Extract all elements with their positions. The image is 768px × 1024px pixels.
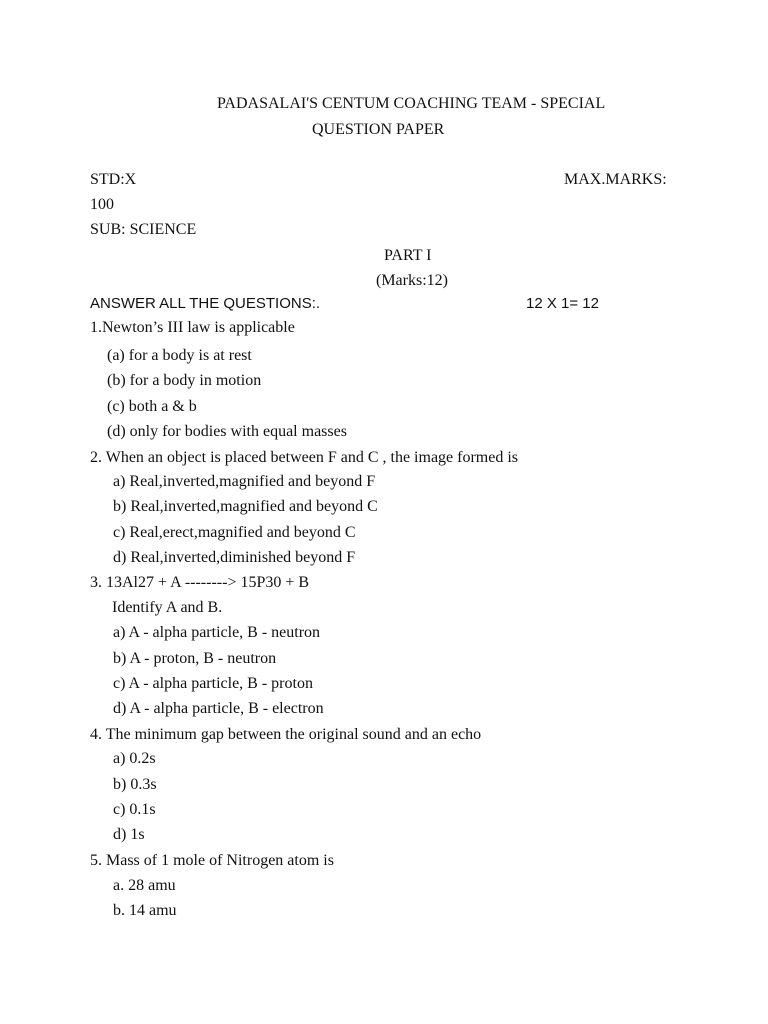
question-3-subtext: Identify A and B. [112, 599, 223, 616]
question-2-text: 2. When an object is placed between F and C , the image formed is [90, 449, 519, 466]
question-2-option-d: d) Real,inverted,diminished beyond F [113, 549, 356, 566]
subject-label: SUB: SCIENCE [90, 221, 197, 238]
question-3-text: 3. 13Al27 + A --------> 15P30 + B [90, 574, 310, 591]
question-1-text: 1.Newton’s III law is applicable [90, 319, 295, 336]
part-title: PART I [384, 247, 432, 264]
max-marks-value: 100 [90, 196, 114, 213]
question-1-option-c: (c) both a & b [107, 398, 197, 415]
question-1-option-a: (a) for a body is at rest [107, 347, 252, 364]
question-4-text: 4. The minimum gap between the original sound and an echo [90, 726, 482, 743]
title-line-2: QUESTION PAPER [312, 121, 445, 138]
marks-formula: 12 X 1= 12 [526, 295, 599, 312]
question-4-option-d: d) 1s [113, 826, 145, 843]
part-marks: (Marks:12) [376, 272, 448, 289]
question-1-option-b: (b) for a body in motion [107, 372, 262, 389]
question-1-option-d: (d) only for bodies with equal masses [107, 423, 347, 440]
instruction: ANSWER ALL THE QUESTIONS:. [90, 295, 321, 312]
question-3-option-c: c) A - alpha particle, B - proton [113, 675, 313, 692]
question-5-text: 5. Mass of 1 mole of Nitrogen atom is [90, 852, 334, 869]
question-3-option-b: b) A - proton, B - neutron [113, 650, 277, 667]
question-4-option-a: a) 0.2s [113, 750, 156, 767]
question-4-option-c: c) 0.1s [113, 801, 156, 818]
max-marks-label: MAX.MARKS: [564, 171, 667, 188]
question-4-option-b: b) 0.3s [113, 776, 157, 793]
question-2-option-c: c) Real,erect,magnified and beyond C [113, 524, 356, 541]
question-5-option-a: a. 28 amu [113, 877, 176, 894]
question-5-option-b: b. 14 amu [113, 902, 177, 919]
question-2-option-a: a) Real,inverted,magnified and beyond F [113, 473, 376, 490]
std-label: STD:X [90, 171, 137, 188]
question-3-option-d: d) A - alpha particle, B - electron [113, 700, 324, 717]
question-3-option-a: a) A - alpha particle, B - neutron [113, 624, 321, 641]
question-2-option-b: b) Real,inverted,magnified and beyond C [113, 498, 378, 515]
title-line-1: PADASALAI'S CENTUM COACHING TEAM - SPECIAL [217, 95, 606, 112]
